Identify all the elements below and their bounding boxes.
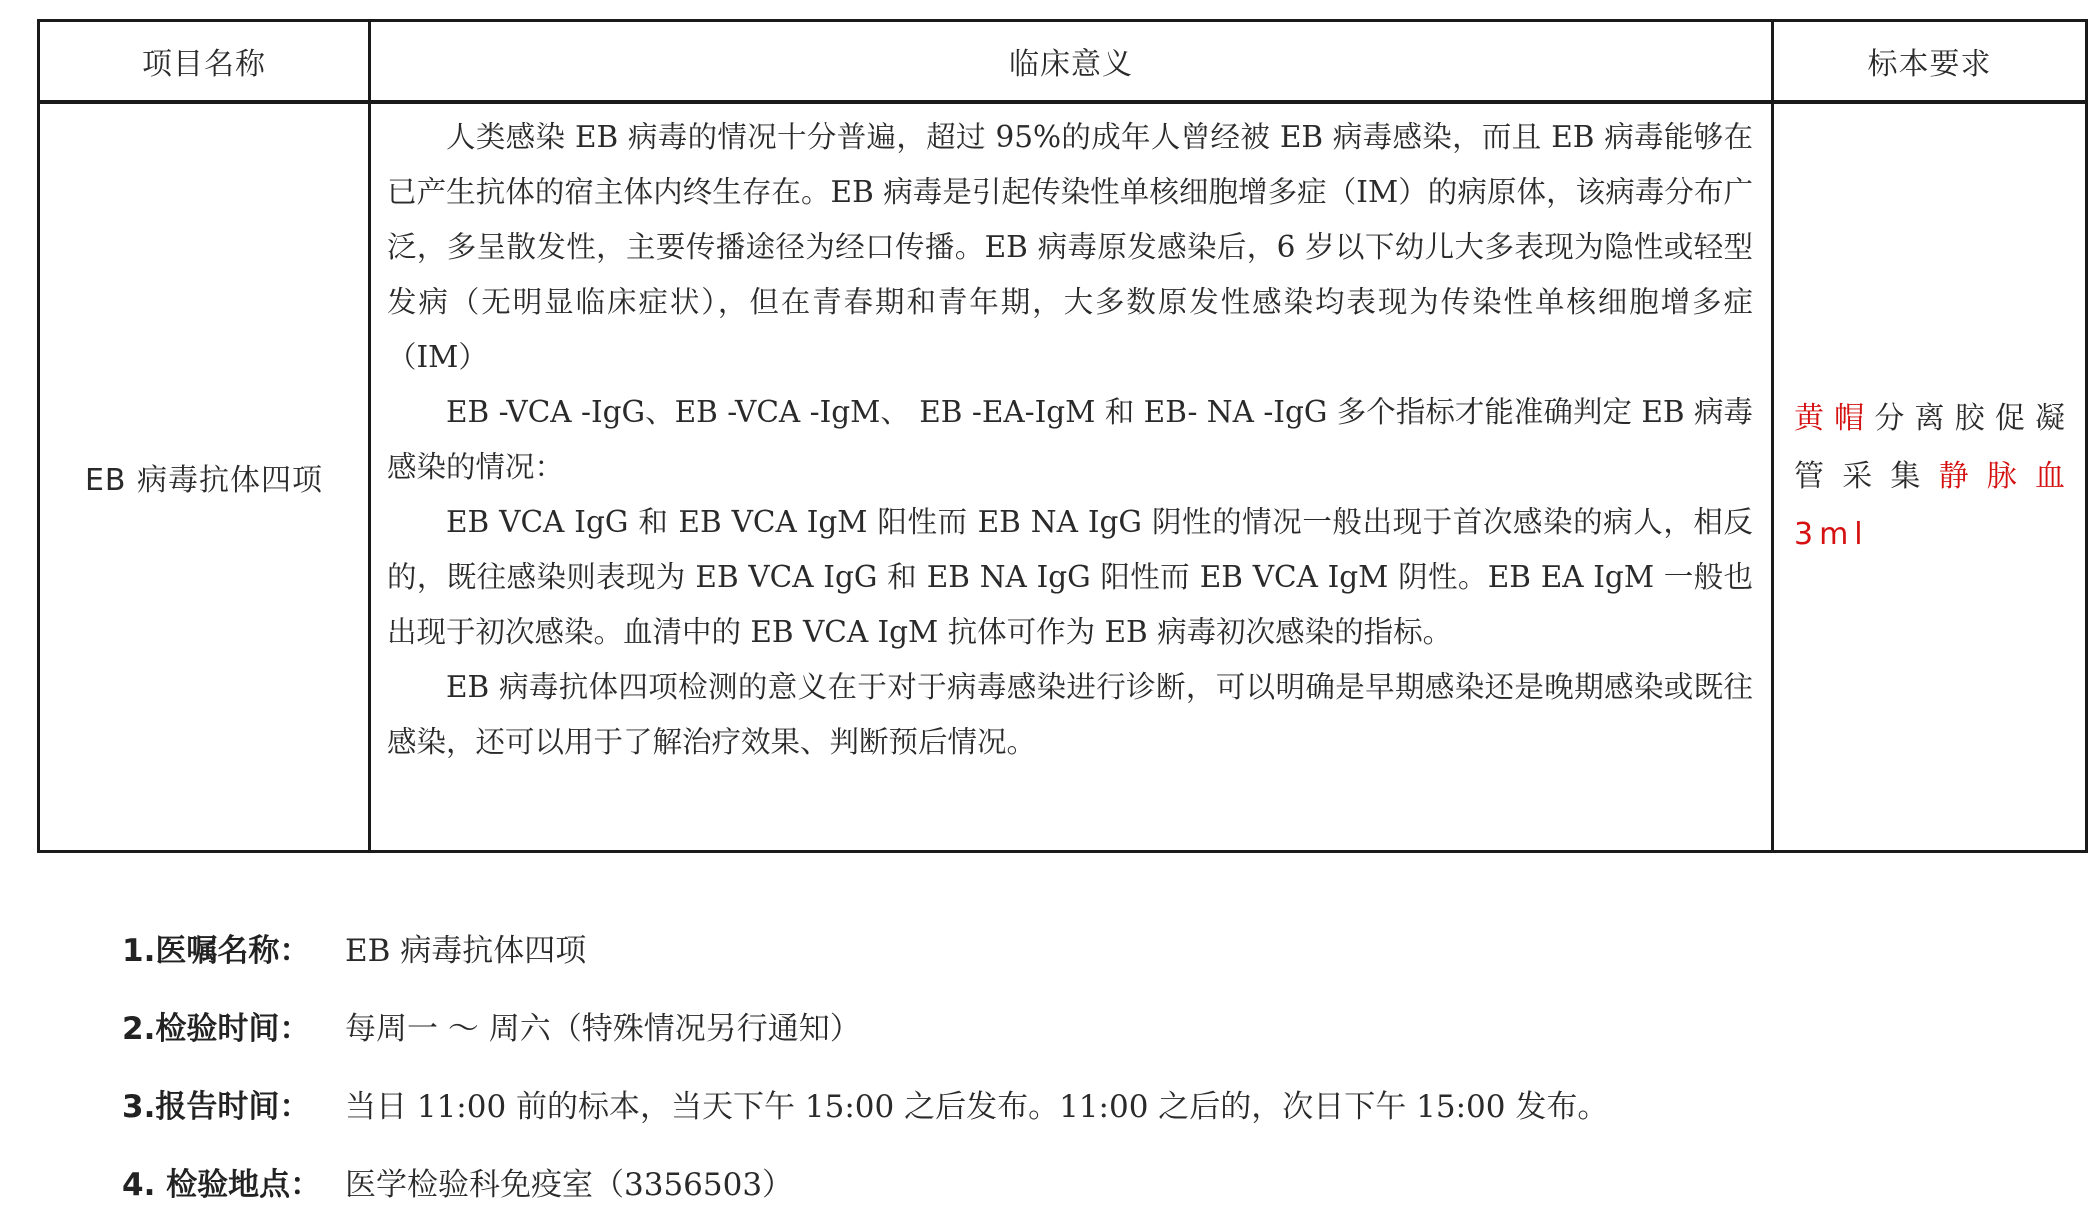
sample-type-volume: 静脉血 3ml bbox=[1794, 459, 2072, 552]
detail-label: 3.报告时间： bbox=[122, 1088, 311, 1125]
detail-value: EB 病毒抗体四项 bbox=[345, 932, 587, 969]
meaning-paragraph: EB 病毒抗体四项检测的意义在于对于病毒感染进行诊断，可以明确是早期感染还是晚期感染或既往感染，还可以用于了解治疗效果、判断预后情况。 bbox=[387, 670, 1753, 759]
detail-row-test-location bbox=[122, 1142, 1922, 1220]
detail-value: 每周一 ～ 周六（特殊情况另行通知） bbox=[345, 1010, 861, 1047]
detail-value: 当日 11:00 前的标本，当天下午 15:00 之后发布。11:00 之后的，次日下午 15:00 发布。 bbox=[345, 1088, 1609, 1125]
detail-label: 4. 检验地点： bbox=[122, 1166, 322, 1203]
detail-row-order-name bbox=[122, 908, 1922, 986]
tube-description: 分离胶促凝管采集 bbox=[1794, 401, 2072, 494]
table-row bbox=[39, 102, 2087, 852]
meaning-paragraph: 人类感染 EB 病毒的情况十分普遍，超过 95%的成年人曾经被 EB 病毒感染，而且 EB 病毒能够在已产生抗体的宿主体内终生存在。EB 病毒是引起传染性单核细胞增多症（IM）的病原体，该病毒分布广泛，多呈散发性，主要传播途径为经口传播。EB 病毒原发感染后，6 岁以下幼儿大多表现为隐性或轻型发病（无明显临床症状），但在青春期和青年期，大多数原发性感染均表现为传染性单核细胞增多症（IM） bbox=[387, 120, 1753, 374]
detail-row-report-time bbox=[122, 1064, 1922, 1142]
header-specimen-requirement: 标本要求 bbox=[1773, 21, 2087, 103]
detail-row-test-time bbox=[122, 986, 1922, 1064]
test-info-table-container bbox=[37, 19, 2085, 853]
header-clinical-meaning: 临床意义 bbox=[370, 21, 1773, 103]
specimen-requirement-cell bbox=[1773, 102, 2087, 852]
item-name-cell: EB 病毒抗体四项 bbox=[39, 102, 370, 852]
header-item-name: 项目名称 bbox=[39, 21, 370, 103]
detail-value: 医学检验科免疫室（3356503） bbox=[345, 1166, 794, 1203]
meaning-paragraph: EB VCA IgG 和 EB VCA IgM 阳性而 EB NA IgG 阴性的情况一般出现于首次感染的病人，相反的，既往感染则表现为 EB VCA IgG 和 EB NA IgG 阳性而 EB VCA IgM 阴性。EB EA IgM 一般也出现于初次感染。血清中的 EB VCA IgM 抗体可作为 EB 病毒初次感染的指标。 bbox=[387, 505, 1753, 649]
meaning-paragraph: EB -VCA -IgG、EB -VCA -IgM、 EB -EA-IgM 和 EB- NA -IgG 多个指标才能准确判定 EB 病毒感染的情况： bbox=[387, 395, 1753, 484]
tube-cap-color: 黄帽 bbox=[1794, 401, 1875, 436]
table-header-row bbox=[39, 21, 2087, 103]
detail-label: 1.医嘱名称： bbox=[122, 932, 311, 969]
detail-label: 2.检验时间： bbox=[122, 1010, 311, 1047]
test-info-table bbox=[37, 19, 2088, 853]
clinical-meaning-cell bbox=[370, 102, 1773, 852]
test-details-list bbox=[122, 908, 1922, 1220]
